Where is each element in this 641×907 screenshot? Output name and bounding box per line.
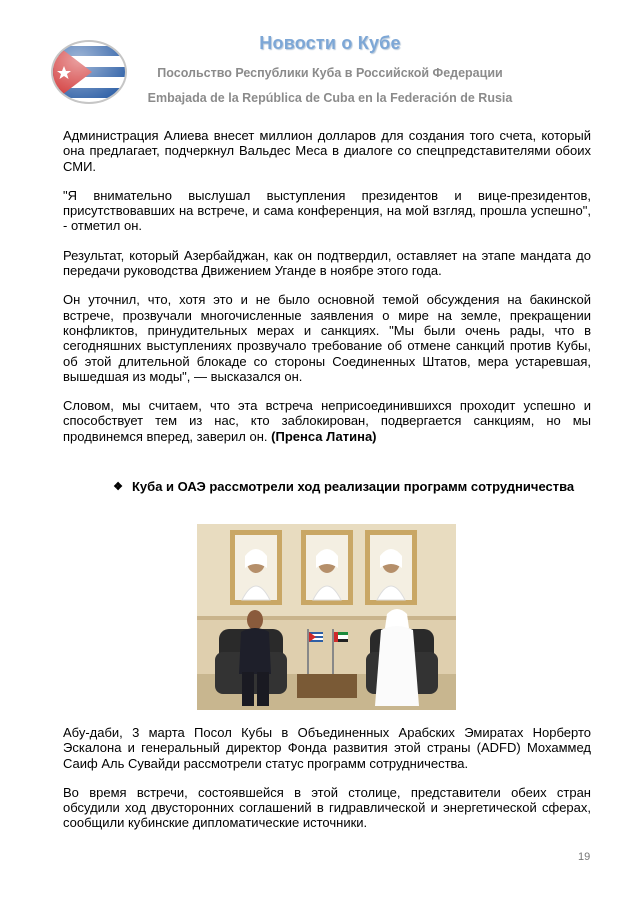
article-heading (112, 479, 592, 494)
page-header (0, 0, 641, 120)
portrait-frames (230, 530, 417, 605)
article-continued (63, 128, 591, 458)
page-number: 19 (578, 851, 591, 863)
paragraph: Администрация Алиева внесет миллион долларов для создания того счета, который она предлагает, подчеркнул Вальдес Меса в диалоге со спецпредставителями обоих СМИ. (63, 128, 591, 174)
paragraph: Результат, который Азербайджан, как он подтвердил, оставляет на этапе мандата до передачи руководства Движением Уганде в ноябре этого года. (63, 247, 591, 279)
paragraph: Абу-даби, 3 марта Посол Кубы в Объединенных Арабских Эмиратах Норберто Эскалона и генеральный директор Фонда развития этой страны (ADFD) Мохаммед Саиф Аль Сувайди рассмотрели статус программ сотрудничества. (63, 725, 591, 771)
photo-meeting (197, 524, 456, 710)
embassy-name-ru: Посольство Республики Куба в Российской Федерации (157, 66, 503, 80)
paragraph: "Я внимательно выслушал выступления президентов и вице-президентов, присутствовавших на встрече, и сама конференция, на мой взгляд, прошла успешно", - отметил он. (63, 187, 591, 234)
paragraph-with-source (63, 398, 591, 444)
embassy-name-es: Embajada de la República de Cuba en la Federación de Rusia (147, 91, 513, 105)
article-title: Куба и ОАЭ рассмотрели ход реализации программ сотрудничества (132, 479, 575, 494)
meeting-photo-illustration (197, 524, 456, 710)
paragraph-text: Словом, мы считаем, что эта встреча неприсоединившихся проходит успешно и способствует тем из нас, кто заблокирован, подвергается санкциям, но мы продвинемся вперед, заверил он. (63, 398, 591, 444)
paragraph: Он уточнил, что, хотя это и не было основной темой обсуждения на бакинской встрече, прозвучали многочисленные заявления о мире на земле, прекращении конфликтов, принудительных мерах и санкциях. "Мы были очень рады, что в сегодняшних выступлениях прозвучало требование об отмене санкций против Кубы, об этой длительной блокаде со стороны Соединенных Штатов, мера устаревшая, вышедшая из моды", — высказался он. (63, 292, 591, 384)
source-credit: (Пренса Латина) (271, 428, 377, 444)
paragraph: Во время встречи, состоявшейся в этой столице, представители обеих стран обсудили ход двусторонних соглашений в гидравлической и энергетической сферах, сообщили кубинские дипломатические источники. (63, 784, 591, 831)
cuban-flag-globe-icon (50, 40, 128, 104)
diamond-bullet-icon: ❖ (113, 481, 123, 493)
article-body (63, 725, 591, 845)
masthead-title: Новости о Кубе (259, 33, 401, 53)
